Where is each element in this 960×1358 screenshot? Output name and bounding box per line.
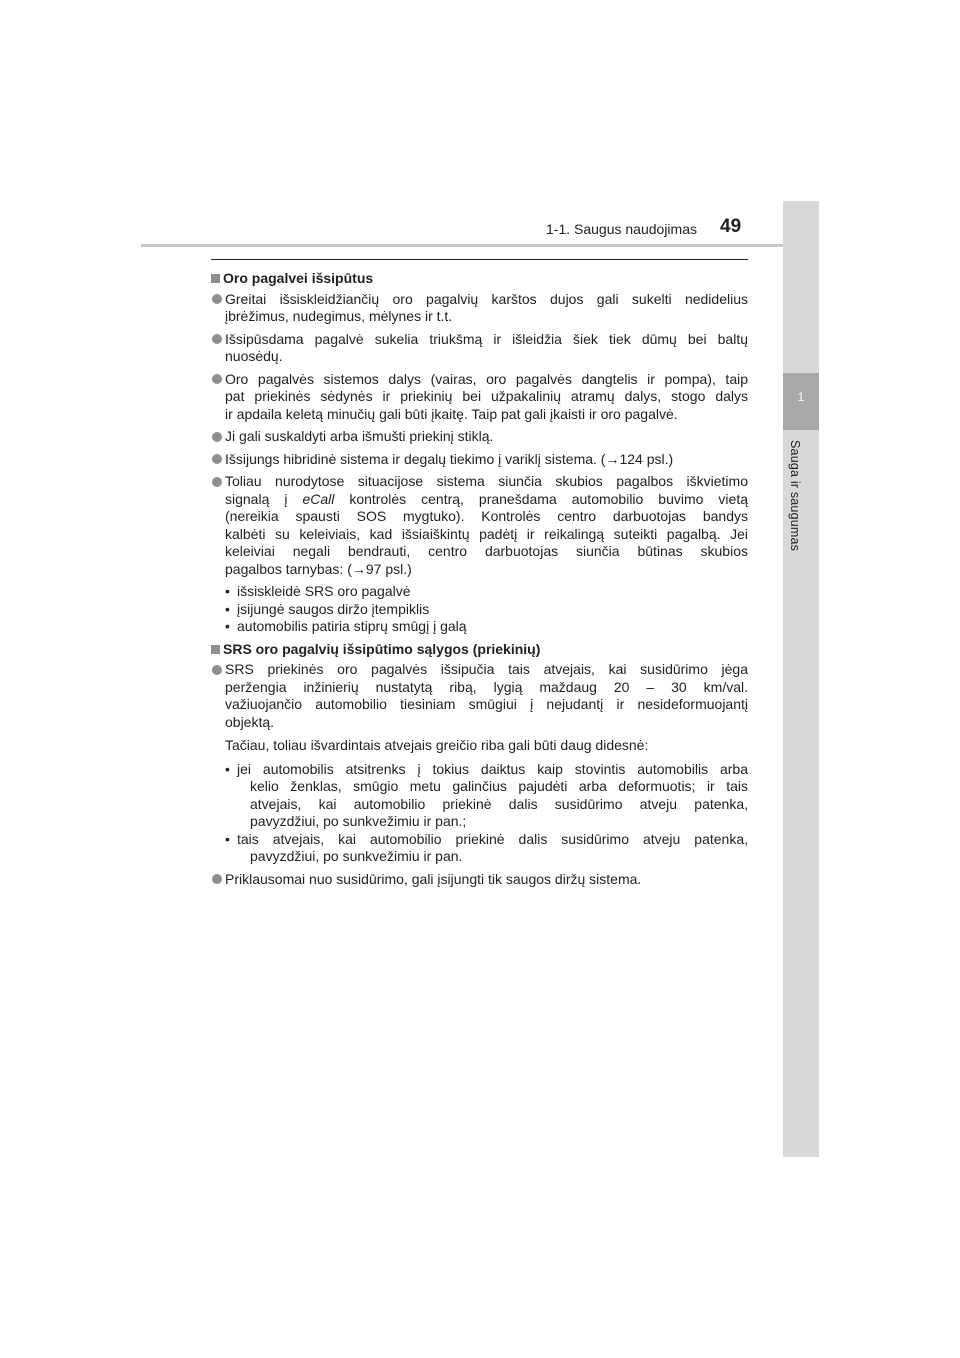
dash-item — [225, 583, 748, 601]
section-heading — [211, 641, 748, 659]
text-line: pagalbos tarnybas: (→97 psl.) — [225, 560, 412, 577]
section-deployment-conditions — [211, 641, 748, 889]
text-line: Toliau nurodytose situacijose sistema siunčia skubios pagalbos iškvietimo — [225, 473, 748, 489]
text-line: nuosėdų. — [225, 348, 283, 364]
dash-text: įsijungė saugos diržo įtempiklis — [237, 600, 430, 617]
text-line — [225, 491, 748, 509]
bullet-mark: • — [225, 760, 230, 777]
round-bullet-icon — [212, 477, 222, 487]
text-line: kelio ženklas, smūgio metu galinčius pajudėti arba deformuotis; ir tais — [250, 778, 748, 794]
text-line: atvejais, kai automobilio priekinė dalis susidūrimo atveju patenka, — [250, 795, 748, 812]
heading-text: Oro pagalvei išsipūtus — [223, 270, 374, 286]
text-line: (nereikia spausti SOS mygtuko). Kontrolės centro darbuotojas bandys — [225, 508, 748, 524]
bullet-item — [211, 428, 748, 446]
dash-item — [225, 600, 748, 619]
bullet-item — [211, 291, 748, 326]
text-fragment: kontrolės centrą, pranešdama automobilio buvimo vietą — [334, 490, 748, 507]
text-line: Ji gali suskaldyti arba išmušti priekinį stiklą. — [225, 428, 494, 444]
chapter-title: Sauga ir saugumas — [788, 440, 802, 552]
round-bullet-icon — [212, 432, 222, 442]
text-line: Išsipūsdama pagalvė sukelia triukšmą ir išleidžia šiek tiek dūmų bei baltų — [225, 330, 748, 347]
round-bullet-icon — [212, 665, 222, 675]
text-line: keleiviai negali bendrauti, centro darbuotojas siunčia būtinas skubios — [225, 543, 748, 559]
text-line: važiuojančio automobilio tiesiniam smūgiui į nejudantį ir nesideformuojantį — [225, 696, 748, 712]
text-line: peržengia inžinierių nustatytą ribą, lygią maždaug 20 – 30 km/val. — [225, 678, 748, 695]
text-line: kalbėti su keleiviais, kad išsiaiškintų padėtį ir reikalingą suteikti pagalbą. Jei — [225, 525, 748, 542]
text-line: tais atvejais, kai automobilio priekinė dalis susidūrimo atveju patenka, — [237, 830, 748, 847]
bullet-item — [211, 661, 748, 731]
square-bullet-icon — [211, 645, 220, 654]
square-bullet-icon — [211, 274, 220, 283]
bullet-item — [211, 371, 748, 424]
side-tab — [783, 201, 819, 1157]
text-line: Išsijungs hibridinė sistema ir degalų tiekimo į variklį sistema. (→124 psl.) — [225, 450, 674, 467]
section-label: 1-1. Saugus naudojimas — [546, 221, 697, 237]
bullet-mark: • — [225, 618, 230, 634]
text-line: jei automobilis atsitrenks į tokius daiktus kaip stovintis automobilis arba — [237, 760, 748, 777]
dash-list — [211, 583, 748, 636]
main-content — [211, 258, 748, 893]
text-line: pavyzdžiui, po sunkvežimiu ir pan.; — [250, 813, 467, 829]
text-line: Priklausomai nuo susidūrimo, gali įsijungti tik saugos diržų sistema. — [225, 870, 642, 887]
bullet-mark: • — [225, 830, 230, 847]
dash-text: automobilis patiria stiprų smūgį į galą — [237, 618, 467, 634]
text-line: Oro pagalvės sistemos dalys (vairas, oro pagalvės dangtelis ir pompa), taip — [225, 370, 748, 387]
text-line: SRS priekinės oro pagalvės išsipučia tais atvejais, kai susidūrimo jėga — [225, 661, 748, 677]
dash-item — [225, 618, 748, 636]
round-bullet-icon — [212, 454, 222, 464]
round-bullet-icon — [212, 294, 222, 304]
round-bullet-icon — [212, 874, 222, 884]
bullet-mark: • — [225, 600, 230, 617]
chapter-number: 1 — [797, 390, 805, 404]
round-bullet-icon — [212, 374, 222, 384]
heading-text: SRS oro pagalvių išsipūtimo sąlygos (priekinių) — [223, 640, 541, 657]
bullet-item — [211, 871, 748, 889]
text-line: objektą. — [225, 713, 275, 730]
header-rule — [141, 244, 819, 247]
sub-paragraph: Tačiau, toliau išvardintais atvejais greičio riba gali būti daug didesnė: — [225, 737, 649, 753]
dash-list — [211, 761, 748, 866]
bullet-item — [211, 451, 748, 469]
text-line: Greitai išsiskleidžiančių oro pagalvių karštos dujos gali sukelti nedidelius — [225, 290, 748, 307]
ecall-term: eCall — [302, 490, 335, 507]
dash-text: išsiskleidė SRS oro pagalvė — [237, 583, 411, 599]
dash-item — [225, 760, 748, 831]
text-line: pat priekinės sėdynės ir priekinių bei užpakalinių atramų dalys, stogo dalys — [225, 388, 748, 404]
bullet-item-ecall — [211, 473, 748, 578]
bullet-item — [211, 331, 748, 366]
bullet-mark: • — [225, 583, 230, 599]
text-line: pavyzdžiui, po sunkvežimiu ir pan. — [250, 848, 463, 864]
dash-item — [225, 830, 748, 866]
text-line: ir apdaila keletą minučių gali būti įkaitę. Taip pat gali įkaisti ir oro pagalvė. — [225, 405, 678, 422]
section-airbag-deployed — [211, 270, 748, 636]
round-bullet-icon — [212, 334, 222, 344]
page-number: 49 — [720, 216, 742, 237]
text-fragment: signalą į — [225, 490, 303, 507]
section-heading — [211, 270, 748, 288]
text-line: įbrėžimus, nudegimus, mėlynes ir t.t. — [225, 308, 453, 324]
